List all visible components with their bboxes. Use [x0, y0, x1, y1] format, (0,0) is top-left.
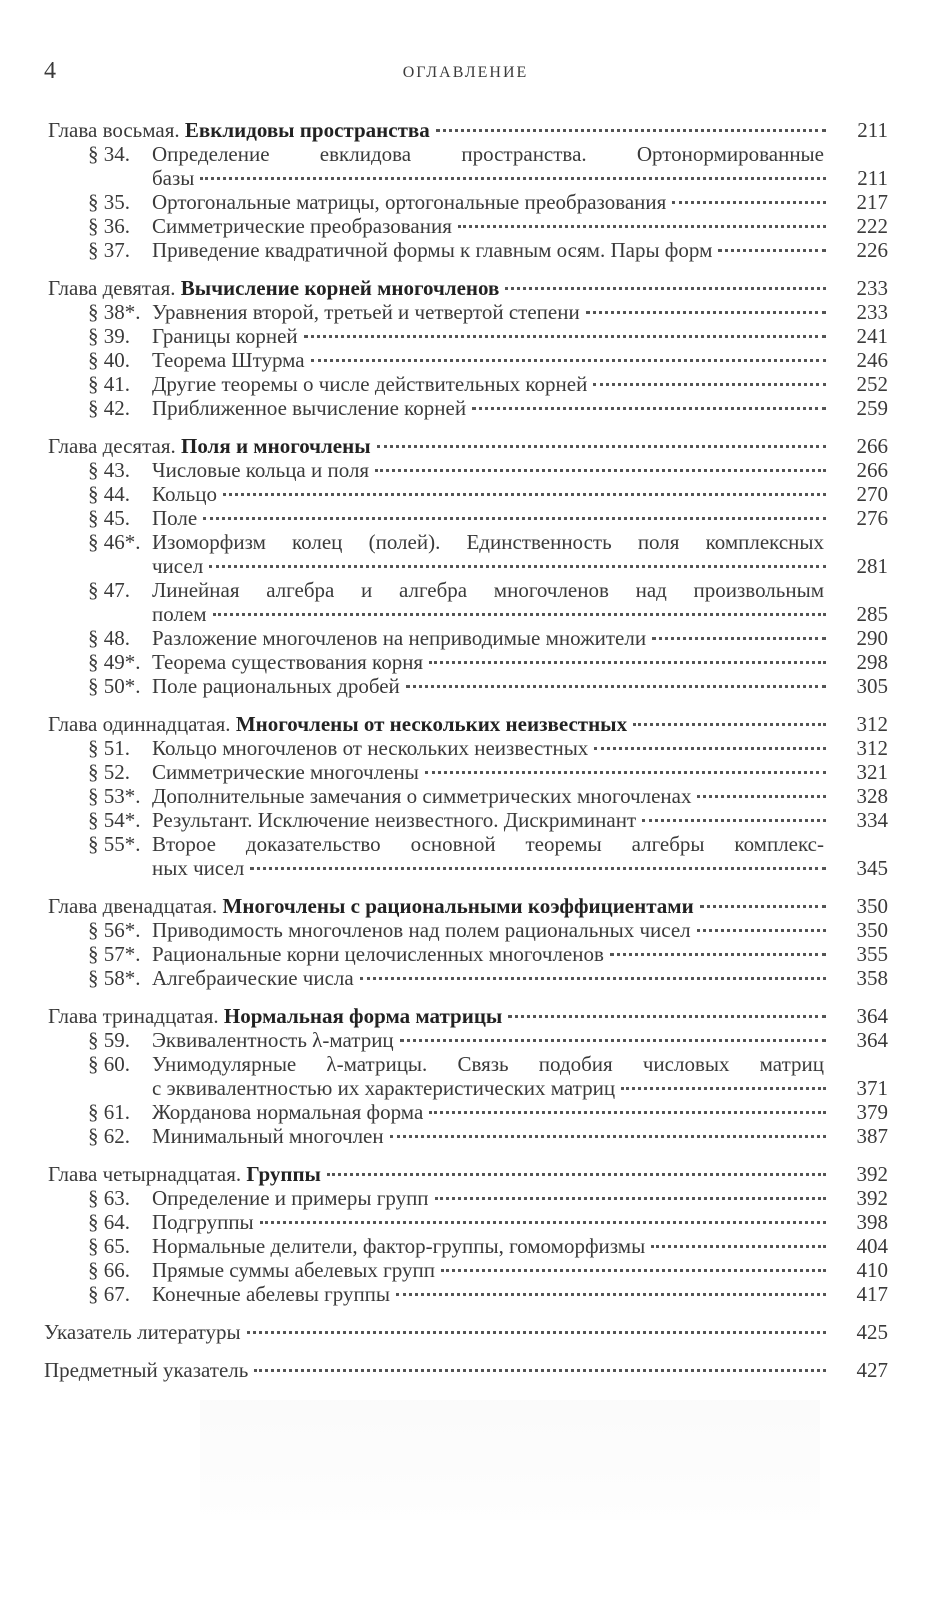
chapter-page: 312 — [856, 712, 888, 736]
chapter-heading — [44, 712, 888, 736]
dot-leader — [360, 977, 826, 980]
chapter-page: 266 — [856, 434, 888, 458]
section-entry — [44, 1124, 888, 1148]
dot-leader — [458, 225, 826, 228]
section-entry — [44, 530, 888, 578]
section-title: Границы корней — [152, 324, 298, 348]
dot-leader — [593, 383, 826, 386]
chapter-row — [48, 118, 888, 142]
chapter-heading — [44, 1162, 888, 1186]
chapter-page: 233 — [856, 276, 888, 300]
section-page: 259 — [856, 396, 888, 420]
section-page: 266 — [856, 458, 888, 482]
section-title: Конечные абелевы группы — [152, 1282, 391, 1306]
chapter-block — [44, 1162, 888, 1306]
chapter-title: Поля и многочлены — [181, 434, 371, 458]
section-page: 334 — [856, 808, 888, 832]
chapter-label — [48, 1162, 321, 1186]
dot-leader — [621, 1087, 826, 1090]
section-title: Теорема существования корня — [152, 650, 424, 674]
section-title-cont — [152, 554, 888, 578]
dot-leader — [429, 1111, 826, 1114]
section-number: § 55*. — [88, 832, 141, 856]
section-title-cont — [152, 856, 888, 880]
section-page: 404 — [856, 1234, 888, 1258]
section-number: § 38*. — [88, 300, 141, 324]
section-number: § 40. — [88, 348, 130, 372]
section-page: 252 — [856, 372, 888, 396]
section-title: Приведение квадратичной формы к главным осям. Пары форм — [152, 238, 713, 262]
section-page: 387 — [856, 1124, 888, 1148]
dot-leader — [425, 771, 826, 774]
section-row — [88, 942, 888, 966]
dot-leader — [435, 1197, 826, 1200]
section-row — [88, 760, 888, 784]
dot-leader — [250, 867, 826, 870]
section-row — [88, 1234, 888, 1258]
chapter-heading — [44, 894, 888, 918]
section-entry — [44, 372, 888, 396]
chapter-label — [48, 712, 627, 736]
dot-leader — [505, 287, 826, 290]
dot-leader — [508, 1015, 826, 1018]
dot-leader — [652, 637, 826, 640]
section-page: 217 — [856, 190, 888, 214]
section-row — [88, 506, 888, 530]
section-entry — [44, 506, 888, 530]
section-entry — [44, 214, 888, 238]
dot-leader — [594, 747, 826, 750]
section-number: § 57*. — [88, 942, 141, 966]
section-number: § 58*. — [88, 966, 141, 990]
section-title-cont — [152, 166, 888, 190]
section-number: § 39. — [88, 324, 130, 348]
index-entry — [44, 1358, 888, 1382]
index-page: 425 — [856, 1320, 888, 1344]
section-entry — [44, 142, 888, 190]
section-title: Нормальные делители, фактор-группы, гомоморфизмы — [152, 1234, 646, 1258]
section-number: § 67. — [88, 1282, 130, 1306]
section-entry — [44, 396, 888, 420]
chapter-label — [48, 434, 371, 458]
section-title-cont — [152, 602, 888, 626]
chapter-label — [48, 894, 694, 918]
section-row — [88, 396, 888, 420]
section-entry — [44, 674, 888, 698]
chapter-title: Вычисление корней многочленов — [180, 276, 500, 300]
chapter-title: Многочлены от нескольких неизвестных — [235, 712, 628, 736]
chapter-prefix: Глава четырнадцатая. — [48, 1162, 242, 1186]
section-title-line1: Второе доказательство основной теоремы алгебры комплекс- — [152, 832, 824, 856]
section-title-line2: полем — [152, 602, 207, 626]
section-page: 298 — [856, 650, 888, 674]
section-row — [88, 1028, 888, 1052]
section-page: 281 — [856, 554, 888, 578]
section-title-line1: Определение евклидова пространства. Ортонормированные — [152, 142, 824, 166]
section-page: 285 — [856, 602, 888, 626]
section-title-block — [152, 142, 888, 190]
section-entry — [44, 832, 888, 880]
chapter-page: 350 — [856, 894, 888, 918]
chapter-heading — [44, 276, 888, 300]
page-smudge — [200, 1400, 820, 1520]
section-number: § 49*. — [88, 650, 141, 674]
dot-leader — [254, 1369, 826, 1372]
section-title-line1: Линейная алгебра и алгебра многочленов над произвольным — [152, 578, 824, 602]
section-number: § 48. — [88, 626, 130, 650]
section-title-line2: с эквивалентностью их характеристических матриц — [152, 1076, 616, 1100]
section-row — [88, 736, 888, 760]
chapter-row — [48, 712, 888, 736]
section-title: Прямые суммы абелевых групп — [152, 1258, 435, 1282]
section-page: 410 — [856, 1258, 888, 1282]
dot-leader — [441, 1269, 826, 1272]
section-entry — [44, 324, 888, 348]
dot-leader — [327, 1173, 826, 1176]
section-title: Кольцо — [152, 482, 217, 506]
section-title: Минимальный многочлен — [152, 1124, 384, 1148]
index-row — [44, 1358, 888, 1382]
section-wrap — [88, 578, 888, 626]
section-title: Симметрические преобразования — [152, 214, 452, 238]
section-number: § 53*. — [88, 784, 141, 808]
section-title: Результант. Исключение неизвестного. Дискриминант — [152, 808, 637, 832]
dot-leader — [311, 359, 826, 362]
dot-leader — [472, 407, 826, 410]
section-entry — [44, 1052, 888, 1100]
chapter-heading — [44, 1004, 888, 1028]
section-page: 321 — [856, 760, 888, 784]
page-number: 4 — [44, 58, 56, 84]
section-number: § 50*. — [88, 674, 141, 698]
section-number: § 51. — [88, 736, 130, 760]
section-title-line2: чисел — [152, 554, 204, 578]
section-entry — [44, 482, 888, 506]
section-number: § 64. — [88, 1210, 130, 1234]
chapter-block — [44, 276, 888, 420]
section-title-line1: Изоморфизм колец (полей). Единственность поля комплексных — [152, 530, 824, 554]
section-page: 276 — [856, 506, 888, 530]
section-row — [88, 674, 888, 698]
section-wrap — [88, 832, 888, 880]
section-number: § 52. — [88, 760, 130, 784]
section-title: Жорданова нормальная форма — [152, 1100, 424, 1124]
section-row — [88, 300, 888, 324]
chapter-row — [48, 1162, 888, 1186]
section-entry — [44, 238, 888, 262]
section-title-block — [152, 530, 888, 578]
section-title: Дополнительные замечания о симметрических многочленах — [152, 784, 692, 808]
section-page: 398 — [856, 1210, 888, 1234]
chapter-block — [44, 894, 888, 990]
section-entry — [44, 1234, 888, 1258]
section-number: § 36. — [88, 214, 130, 238]
section-row — [88, 372, 888, 396]
section-title: Алгебраические числа — [152, 966, 354, 990]
section-title: Теорема Штурма — [152, 348, 305, 372]
section-row — [88, 458, 888, 482]
dot-leader — [304, 335, 826, 338]
section-entry — [44, 1210, 888, 1234]
chapter-prefix: Глава десятая. — [48, 434, 176, 458]
dot-leader — [377, 445, 826, 448]
section-page: 270 — [856, 482, 888, 506]
section-title: Определение и примеры групп — [152, 1186, 429, 1210]
section-number: § 62. — [88, 1124, 130, 1148]
section-title: Эквивалентность λ-матриц — [152, 1028, 394, 1052]
dot-leader — [642, 819, 826, 822]
section-number: § 42. — [88, 396, 130, 420]
chapter-page: 392 — [856, 1162, 888, 1186]
dot-leader — [375, 469, 826, 472]
section-page: 211 — [857, 166, 888, 190]
section-entry — [44, 626, 888, 650]
section-page: 358 — [856, 966, 888, 990]
section-entry — [44, 1186, 888, 1210]
dot-leader — [429, 661, 826, 664]
section-title-cont — [152, 1076, 888, 1100]
section-entry — [44, 458, 888, 482]
section-row — [88, 1282, 888, 1306]
chapter-heading — [44, 434, 888, 458]
page-header — [44, 58, 887, 88]
dot-leader — [396, 1293, 826, 1296]
chapter-title: Группы — [246, 1162, 321, 1186]
index-title: Предметный указатель — [44, 1358, 249, 1382]
dot-leader — [247, 1331, 826, 1334]
chapter-page: 211 — [857, 118, 888, 142]
section-row — [88, 482, 888, 506]
section-row — [88, 324, 888, 348]
table-of-contents — [44, 118, 888, 1382]
chapter-prefix: Глава одиннадцатая. — [48, 712, 231, 736]
section-number: § 47. — [88, 578, 130, 602]
section-title: Рациональные корни целочисленных многочленов — [152, 942, 604, 966]
section-title-line2: ных чисел — [152, 856, 245, 880]
chapter-row — [48, 1004, 888, 1028]
section-page: 417 — [856, 1282, 888, 1306]
section-row — [88, 1124, 888, 1148]
chapter-prefix: Глава девятая. — [48, 276, 176, 300]
dot-leader — [697, 929, 826, 932]
chapter-label — [48, 276, 499, 300]
index-page: 427 — [856, 1358, 888, 1382]
chapter-prefix: Глава восьмая. — [48, 118, 180, 142]
section-entry — [44, 190, 888, 214]
dot-leader — [390, 1135, 826, 1138]
section-number: § 46*. — [88, 530, 141, 554]
section-row — [88, 190, 888, 214]
chapter-block — [44, 434, 888, 698]
dot-leader — [436, 129, 826, 132]
section-number: § 45. — [88, 506, 130, 530]
dot-leader — [203, 517, 826, 520]
section-page: 345 — [856, 856, 888, 880]
index-row — [44, 1320, 888, 1344]
section-entry — [44, 1258, 888, 1282]
section-number: § 43. — [88, 458, 130, 482]
section-page: 241 — [856, 324, 888, 348]
section-number: § 60. — [88, 1052, 130, 1076]
dot-leader — [260, 1221, 826, 1224]
section-entry — [44, 918, 888, 942]
chapter-block — [44, 1004, 888, 1148]
section-title: Разложение многочленов на неприводимые множители — [152, 626, 647, 650]
section-row — [88, 918, 888, 942]
section-row — [88, 650, 888, 674]
section-page: 392 — [856, 1186, 888, 1210]
dot-leader — [209, 565, 826, 568]
dot-leader — [718, 249, 826, 252]
chapter-title: Евклидовы пространства — [184, 118, 430, 142]
chapter-block — [44, 118, 888, 262]
section-row — [88, 1210, 888, 1234]
section-title-block — [152, 1052, 888, 1100]
section-title: Поле — [152, 506, 198, 530]
dot-leader — [700, 905, 826, 908]
section-title-block — [152, 832, 888, 880]
section-wrap — [88, 142, 888, 190]
chapter-block — [44, 712, 888, 880]
dot-leader — [697, 795, 826, 798]
section-entry — [44, 650, 888, 674]
section-page: 379 — [856, 1100, 888, 1124]
section-title: Числовые кольца и поля — [152, 458, 370, 482]
section-page: 222 — [856, 214, 888, 238]
section-entry — [44, 1028, 888, 1052]
section-title: Другие теоремы о числе действительных корней — [152, 372, 588, 396]
section-row — [88, 1100, 888, 1124]
section-title: Симметрические многочлены — [152, 760, 419, 784]
section-number: § 65. — [88, 1234, 130, 1258]
section-page: 350 — [856, 918, 888, 942]
section-number: § 35. — [88, 190, 130, 214]
section-title: Кольцо многочленов от нескольких неизвестных — [152, 736, 589, 760]
section-title-line1: Унимодулярные λ-матрицы. Связь подобия числовых матриц — [152, 1052, 824, 1076]
chapter-title: Многочлены с рациональными коэффициентами — [222, 894, 694, 918]
chapter-row — [48, 276, 888, 300]
dot-leader — [223, 493, 826, 496]
section-row — [88, 238, 888, 262]
section-title: Поле рациональных дробей — [152, 674, 400, 698]
section-entry — [44, 736, 888, 760]
section-title: Уравнения второй, третьей и четвертой степени — [152, 300, 580, 324]
chapter-prefix: Глава двенадцатая. — [48, 894, 218, 918]
section-row — [88, 1258, 888, 1282]
section-page: 226 — [856, 238, 888, 262]
chapter-row — [48, 894, 888, 918]
section-number: § 44. — [88, 482, 130, 506]
chapter-page: 364 — [856, 1004, 888, 1028]
section-title: Ортогональные матрицы, ортогональные преобразования — [152, 190, 667, 214]
section-title: Приводимость многочленов над полем рациональных чисел — [152, 918, 691, 942]
section-entry — [44, 300, 888, 324]
chapter-title: Нормальная форма матрицы — [223, 1004, 503, 1028]
section-page: 290 — [856, 626, 888, 650]
index-entry — [44, 1320, 888, 1344]
section-title: Подгруппы — [152, 1210, 254, 1234]
section-number: § 61. — [88, 1100, 130, 1124]
section-row — [88, 626, 888, 650]
section-number: § 37. — [88, 238, 130, 262]
section-row — [88, 214, 888, 238]
section-entry — [44, 784, 888, 808]
dot-leader — [586, 311, 826, 314]
section-row — [88, 1186, 888, 1210]
chapter-label — [48, 1004, 502, 1028]
section-page: 312 — [856, 736, 888, 760]
section-entry — [44, 578, 888, 626]
section-entry — [44, 808, 888, 832]
section-row — [88, 784, 888, 808]
section-title-block — [152, 578, 888, 626]
section-page: 233 — [856, 300, 888, 324]
section-number: § 54*. — [88, 808, 141, 832]
section-wrap — [88, 1052, 888, 1100]
section-entry — [44, 348, 888, 372]
dot-leader — [406, 685, 826, 688]
section-title: Приближенное вычисление корней — [152, 396, 467, 420]
section-row — [88, 808, 888, 832]
section-number: § 34. — [88, 142, 130, 166]
section-entry — [44, 1100, 888, 1124]
section-page: 328 — [856, 784, 888, 808]
section-page: 371 — [856, 1076, 888, 1100]
section-number: § 56*. — [88, 918, 141, 942]
dot-leader — [200, 177, 826, 180]
section-title-line2: базы — [152, 166, 195, 190]
section-page: 246 — [856, 348, 888, 372]
section-number: § 63. — [88, 1186, 130, 1210]
chapter-prefix: Глава тринадцатая. — [48, 1004, 219, 1028]
section-page: 364 — [856, 1028, 888, 1052]
dot-leader — [610, 953, 826, 956]
chapter-label — [48, 118, 430, 142]
section-wrap — [88, 530, 888, 578]
section-entry — [44, 1282, 888, 1306]
index-title: Указатель литературы — [44, 1320, 241, 1344]
section-entry — [44, 760, 888, 784]
dot-leader — [213, 613, 826, 616]
dot-leader — [672, 201, 826, 204]
section-number: § 41. — [88, 372, 130, 396]
running-title: ОГЛАВЛЕНИЕ — [402, 64, 529, 81]
dot-leader — [651, 1245, 826, 1248]
section-page: 355 — [856, 942, 888, 966]
chapter-row — [48, 434, 888, 458]
dot-leader — [633, 723, 826, 726]
dot-leader — [400, 1039, 826, 1042]
section-entry — [44, 942, 888, 966]
section-page: 305 — [856, 674, 888, 698]
section-number: § 66. — [88, 1258, 130, 1282]
section-entry — [44, 966, 888, 990]
section-row — [88, 348, 888, 372]
chapter-heading — [44, 118, 888, 142]
section-number: § 59. — [88, 1028, 130, 1052]
section-row — [88, 966, 888, 990]
